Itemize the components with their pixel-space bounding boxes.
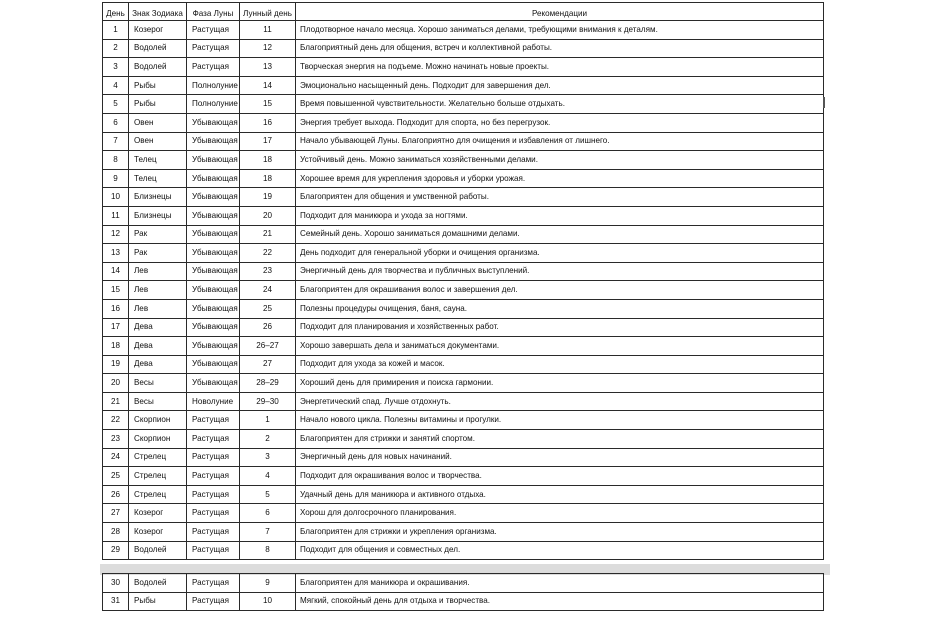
cell-sign: Лев — [129, 262, 187, 281]
cell-recommendation: Хороший день для примирения и поиска гармонии. — [296, 374, 824, 393]
cell-sign: Стрелец — [129, 485, 187, 504]
table-row — [103, 374, 824, 393]
cell-lunar-day: 24 — [240, 281, 296, 300]
cell-sign: Водолей — [129, 541, 187, 560]
cell-lunar-day: 14 — [240, 76, 296, 95]
cell-lunar-day: 27 — [240, 355, 296, 374]
cell-day: 16 — [103, 299, 129, 318]
cell-day: 10 — [103, 188, 129, 207]
cell-day: 6 — [103, 113, 129, 132]
cell-sign: Овен — [129, 132, 187, 151]
cell-phase: Убывающая — [187, 225, 240, 244]
cell-lunar-day: 2 — [240, 430, 296, 449]
cell-recommendation: Устойчивый день. Можно заниматься хозяйственными делами. — [296, 151, 824, 170]
cell-sign: Козерог — [129, 523, 187, 542]
cell-sign: Близнецы — [129, 188, 187, 207]
header-sign: Знак Зодиака — [129, 3, 187, 21]
cell-recommendation: Благоприятен для стрижки и занятий спортом. — [296, 430, 824, 449]
cell-lunar-day: 8 — [240, 541, 296, 560]
cell-lunar-day: 3 — [240, 448, 296, 467]
table-row — [103, 206, 824, 225]
cell-recommendation: Начало убывающей Луны. Благоприятно для очищения и избавления от лишнего. — [296, 132, 824, 151]
cell-sign: Дева — [129, 318, 187, 337]
cell-phase: Растущая — [187, 39, 240, 58]
cell-day: 1 — [103, 21, 129, 40]
table-row — [103, 448, 824, 467]
cell-lunar-day: 18 — [240, 169, 296, 188]
cell-day: 18 — [103, 337, 129, 356]
header-recommendations: Рекомендации — [296, 3, 824, 21]
cell-day: 8 — [103, 151, 129, 170]
cell-lunar-day: 20 — [240, 206, 296, 225]
cell-phase: Растущая — [187, 485, 240, 504]
cell-phase: Убывающая — [187, 169, 240, 188]
cell-sign: Водолей — [129, 39, 187, 58]
table-row — [103, 169, 824, 188]
cell-phase: Растущая — [187, 592, 240, 611]
cell-phase: Растущая — [187, 541, 240, 560]
cell-sign: Рыбы — [129, 95, 187, 114]
lunar-calendar-table-continued — [102, 573, 824, 611]
cell-phase: Убывающая — [187, 206, 240, 225]
table-row — [103, 281, 824, 300]
cell-phase: Полнолуние — [187, 76, 240, 95]
cell-phase: Растущая — [187, 21, 240, 40]
cell-recommendation: Подходит для общения и совместных дел. — [296, 541, 824, 560]
table-row — [103, 21, 824, 40]
cell-recommendation: Энергичный день для новых начинаний. — [296, 448, 824, 467]
table-row — [103, 225, 824, 244]
cell-lunar-day: 28–29 — [240, 374, 296, 393]
cell-lunar-day: 9 — [240, 574, 296, 593]
table-row — [103, 95, 824, 114]
table-row — [103, 262, 824, 281]
cell-sign: Стрелец — [129, 467, 187, 486]
cell-sign: Близнецы — [129, 206, 187, 225]
cell-lunar-day: 29–30 — [240, 392, 296, 411]
table-row — [103, 318, 824, 337]
cell-lunar-day: 23 — [240, 262, 296, 281]
table-row — [103, 58, 824, 77]
cell-recommendation: Семейный день. Хорошо заниматься домашними делами. — [296, 225, 824, 244]
table-header-row — [103, 3, 824, 21]
table-row — [103, 485, 824, 504]
cell-phase: Убывающая — [187, 151, 240, 170]
cell-phase: Убывающая — [187, 281, 240, 300]
cell-day: 4 — [103, 76, 129, 95]
table-row — [103, 151, 824, 170]
cell-day: 2 — [103, 39, 129, 58]
cell-day: 26 — [103, 485, 129, 504]
cell-day: 20 — [103, 374, 129, 393]
cell-sign: Козерог — [129, 504, 187, 523]
cell-sign: Рыбы — [129, 76, 187, 95]
cell-lunar-day: 1 — [240, 411, 296, 430]
cell-lunar-day: 15 — [240, 95, 296, 114]
cell-sign: Скорпион — [129, 430, 187, 449]
cell-day: 23 — [103, 430, 129, 449]
cell-day: 21 — [103, 392, 129, 411]
cell-day: 5 — [103, 95, 129, 114]
cell-phase: Убывающая — [187, 318, 240, 337]
cell-sign: Телец — [129, 169, 187, 188]
cell-lunar-day: 25 — [240, 299, 296, 318]
cell-recommendation: День подходит для генеральной уборки и очищения организма. — [296, 244, 824, 263]
table-row — [103, 430, 824, 449]
table-row — [103, 523, 824, 542]
header-day: День — [103, 3, 129, 21]
cell-lunar-day: 26 — [240, 318, 296, 337]
cell-recommendation: Подходит для маникюра и ухода за ногтями. — [296, 206, 824, 225]
cell-recommendation: Подходит для окрашивания волос и творчества. — [296, 467, 824, 486]
table-body — [103, 21, 824, 560]
cell-lunar-day: 21 — [240, 225, 296, 244]
table-row — [103, 467, 824, 486]
cell-sign: Весы — [129, 374, 187, 393]
cell-recommendation: Благоприятен для стрижки и укрепления организма. — [296, 523, 824, 542]
cell-sign: Дева — [129, 337, 187, 356]
cell-day: 31 — [103, 592, 129, 611]
cell-lunar-day: 5 — [240, 485, 296, 504]
cell-sign: Скорпион — [129, 411, 187, 430]
cell-phase: Новолуние — [187, 392, 240, 411]
header-phase: Фаза Луны — [187, 3, 240, 21]
cell-recommendation: Благоприятный день для общения, встреч и коллективной работы. — [296, 39, 824, 58]
cell-day: 13 — [103, 244, 129, 263]
cell-day: 25 — [103, 467, 129, 486]
cell-phase: Растущая — [187, 58, 240, 77]
cell-recommendation: Начало нового цикла. Полезны витамины и прогулки. — [296, 411, 824, 430]
cell-recommendation: Время повышенной чувствительности. Желательно больше отдыхать. — [296, 95, 824, 114]
cell-recommendation: Энергия требует выхода. Подходит для спорта, но без перегрузок. — [296, 113, 824, 132]
cell-recommendation: Плодотворное начало месяца. Хорошо заниматься делами, требующими внимания к деталям. — [296, 21, 824, 40]
cell-phase: Растущая — [187, 411, 240, 430]
cell-lunar-day: 10 — [240, 592, 296, 611]
cell-phase: Убывающая — [187, 132, 240, 151]
cell-day: 3 — [103, 58, 129, 77]
cell-lunar-day: 12 — [240, 39, 296, 58]
table-row — [103, 392, 824, 411]
table-row — [103, 337, 824, 356]
cell-recommendation: Подходит для планирования и хозяйственных работ. — [296, 318, 824, 337]
scroll-marker — [823, 97, 825, 108]
cell-lunar-day: 17 — [240, 132, 296, 151]
cell-recommendation: Благоприятен для общения и умственной работы. — [296, 188, 824, 207]
cell-sign: Козерог — [129, 21, 187, 40]
cell-lunar-day: 11 — [240, 21, 296, 40]
cell-lunar-day: 6 — [240, 504, 296, 523]
cell-recommendation: Благоприятен для окрашивания волос и завершения дел. — [296, 281, 824, 300]
table-row — [103, 113, 824, 132]
cell-day: 14 — [103, 262, 129, 281]
cell-lunar-day: 16 — [240, 113, 296, 132]
cell-recommendation: Творческая энергия на подъеме. Можно начинать новые проекты. — [296, 58, 824, 77]
table-body-continued — [103, 574, 824, 611]
cell-lunar-day: 26–27 — [240, 337, 296, 356]
table-row — [103, 592, 824, 611]
cell-day: 19 — [103, 355, 129, 374]
cell-day: 22 — [103, 411, 129, 430]
header-lunar-day: Лунный день — [240, 3, 296, 21]
table-row — [103, 299, 824, 318]
table-row — [103, 132, 824, 151]
cell-day: 12 — [103, 225, 129, 244]
cell-sign: Рак — [129, 244, 187, 263]
cell-day: 9 — [103, 169, 129, 188]
cell-phase: Убывающая — [187, 244, 240, 263]
cell-sign: Лев — [129, 281, 187, 300]
cell-recommendation: Хорошее время для укрепления здоровья и уборки урожая. — [296, 169, 824, 188]
cell-sign: Рак — [129, 225, 187, 244]
cell-lunar-day: 7 — [240, 523, 296, 542]
cell-lunar-day: 19 — [240, 188, 296, 207]
cell-phase: Убывающая — [187, 299, 240, 318]
cell-phase: Растущая — [187, 574, 240, 593]
cell-recommendation: Подходит для ухода за кожей и масок. — [296, 355, 824, 374]
cell-sign: Весы — [129, 392, 187, 411]
cell-phase: Убывающая — [187, 337, 240, 356]
table-row — [103, 244, 824, 263]
cell-day: 30 — [103, 574, 129, 593]
table-row — [103, 76, 824, 95]
table-row — [103, 39, 824, 58]
cell-day: 7 — [103, 132, 129, 151]
table-row — [103, 541, 824, 560]
cell-phase: Убывающая — [187, 113, 240, 132]
cell-phase: Растущая — [187, 430, 240, 449]
cell-lunar-day: 18 — [240, 151, 296, 170]
cell-recommendation: Хорош для долгосрочного планирования. — [296, 504, 824, 523]
cell-recommendation: Энергичный день для творчества и публичных выступлений. — [296, 262, 824, 281]
cell-phase: Растущая — [187, 467, 240, 486]
cell-sign: Водолей — [129, 574, 187, 593]
cell-sign: Телец — [129, 151, 187, 170]
cell-lunar-day: 13 — [240, 58, 296, 77]
cell-phase: Растущая — [187, 523, 240, 542]
cell-recommendation: Энергетический спад. Лучше отдохнуть. — [296, 392, 824, 411]
cell-phase: Убывающая — [187, 355, 240, 374]
cell-phase: Убывающая — [187, 262, 240, 281]
table-row — [103, 411, 824, 430]
cell-lunar-day: 22 — [240, 244, 296, 263]
cell-day: 24 — [103, 448, 129, 467]
cell-day: 28 — [103, 523, 129, 542]
cell-recommendation: Хорошо завершать дела и заниматься документами. — [296, 337, 824, 356]
cell-recommendation: Благоприятен для маникюра и окрашивания. — [296, 574, 824, 593]
table-row — [103, 188, 824, 207]
cell-day: 11 — [103, 206, 129, 225]
cell-phase: Растущая — [187, 448, 240, 467]
cell-phase: Убывающая — [187, 188, 240, 207]
cell-recommendation: Мягкий, спокойный день для отдыха и творчества. — [296, 592, 824, 611]
cell-sign: Дева — [129, 355, 187, 374]
lunar-calendar-table — [102, 2, 824, 560]
cell-sign: Лев — [129, 299, 187, 318]
cell-day: 15 — [103, 281, 129, 300]
cell-sign: Овен — [129, 113, 187, 132]
cell-sign: Рыбы — [129, 592, 187, 611]
cell-recommendation: Полезны процедуры очищения, баня, сауна. — [296, 299, 824, 318]
cell-phase: Убывающая — [187, 374, 240, 393]
cell-day: 17 — [103, 318, 129, 337]
cell-lunar-day: 4 — [240, 467, 296, 486]
table-row — [103, 504, 824, 523]
cell-day: 29 — [103, 541, 129, 560]
cell-recommendation: Эмоционально насыщенный день. Подходит для завершения дел. — [296, 76, 824, 95]
table-row — [103, 574, 824, 593]
cell-day: 27 — [103, 504, 129, 523]
cell-recommendation: Удачный день для маникюра и активного отдыха. — [296, 485, 824, 504]
cell-sign: Водолей — [129, 58, 187, 77]
cell-sign: Стрелец — [129, 448, 187, 467]
table-row — [103, 355, 824, 374]
cell-phase: Полнолуние — [187, 95, 240, 114]
cell-phase: Растущая — [187, 504, 240, 523]
